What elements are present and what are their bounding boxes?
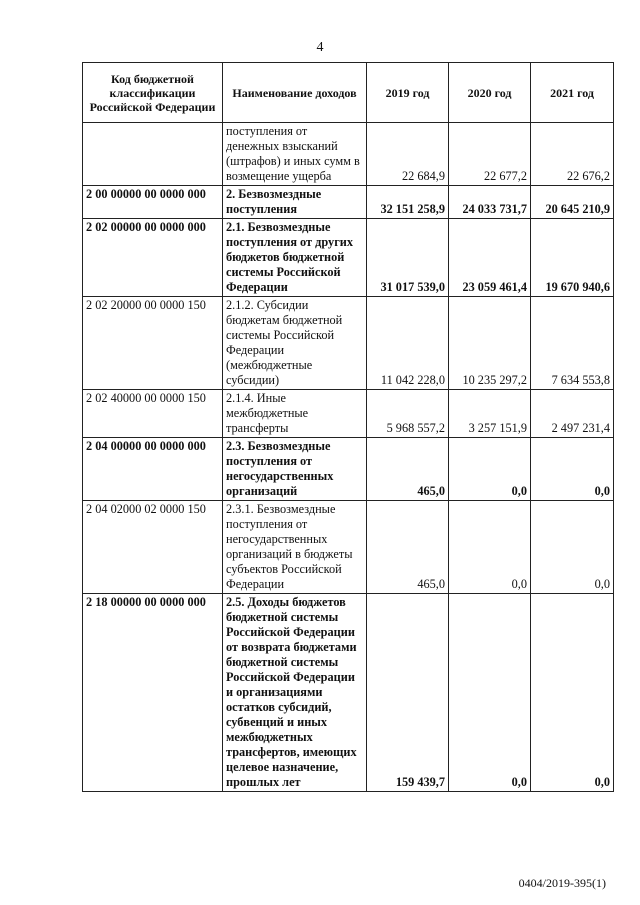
header-2021: 2021 год <box>531 63 614 123</box>
row-code <box>83 123 223 186</box>
row-name: 2.3.1. Безвозмездные поступления от негосударственных организаций в бюджеты субъектов Российской Федерации <box>223 501 367 594</box>
header-code: Код бюджетной классификации Российской Федерации <box>83 63 223 123</box>
table-row <box>83 186 614 219</box>
row-value-2020: 0,0 <box>449 501 531 594</box>
revenue-table <box>82 62 614 792</box>
row-name: 2.1.4. Иные межбюджетные трансферты <box>223 390 367 438</box>
row-value-2020: 3 257 151,9 <box>449 390 531 438</box>
table-body <box>83 123 614 792</box>
table-row <box>83 297 614 390</box>
row-code: 2 04 00000 00 0000 000 <box>83 438 223 501</box>
row-value-2019: 5 968 557,2 <box>367 390 449 438</box>
row-value-2019: 11 042 228,0 <box>367 297 449 390</box>
row-value-2020: 10 235 297,2 <box>449 297 531 390</box>
table-row <box>83 501 614 594</box>
table-row <box>83 390 614 438</box>
header-2020: 2020 год <box>449 63 531 123</box>
document-code: 0404/2019-395(1) <box>518 876 606 890</box>
row-name: 2.1. Безвозмездные поступления от других бюджетов бюджетной системы Российской Федерации <box>223 219 367 297</box>
row-value-2021: 19 670 940,6 <box>531 219 614 297</box>
row-value-2021: 7 634 553,8 <box>531 297 614 390</box>
header-2019: 2019 год <box>367 63 449 123</box>
row-value-2020: 23 059 461,4 <box>449 219 531 297</box>
row-code: 2 02 40000 00 0000 150 <box>83 390 223 438</box>
row-value-2019: 32 151 258,9 <box>367 186 449 219</box>
table-header-row <box>83 63 614 123</box>
row-value-2019: 465,0 <box>367 501 449 594</box>
row-code: 2 02 00000 00 0000 000 <box>83 219 223 297</box>
table-row <box>83 123 614 186</box>
row-code: 2 02 20000 00 0000 150 <box>83 297 223 390</box>
row-value-2021: 20 645 210,9 <box>531 186 614 219</box>
row-name: поступления от денежных взысканий (штрафов) и иных сумм в возмещение ущерба <box>223 123 367 186</box>
row-value-2020: 22 677,2 <box>449 123 531 186</box>
row-name: 2.1.2. Субсидии бюджетам бюджетной системы Российской Федерации (межбюджетные субсидии) <box>223 297 367 390</box>
row-code: 2 04 02000 02 0000 150 <box>83 501 223 594</box>
row-name: 2.3. Безвозмездные поступления от негосударственных организаций <box>223 438 367 501</box>
row-value-2020: 0,0 <box>449 594 531 792</box>
row-value-2020: 0,0 <box>449 438 531 501</box>
row-value-2021: 0,0 <box>531 501 614 594</box>
row-value-2021: 22 676,2 <box>531 123 614 186</box>
row-value-2019: 159 439,7 <box>367 594 449 792</box>
row-value-2021: 0,0 <box>531 438 614 501</box>
row-name: 2. Безвозмездные поступления <box>223 186 367 219</box>
row-value-2019: 31 017 539,0 <box>367 219 449 297</box>
row-value-2021: 2 497 231,4 <box>531 390 614 438</box>
header-name: Наименование доходов <box>223 63 367 123</box>
row-value-2019: 22 684,9 <box>367 123 449 186</box>
table-row <box>83 438 614 501</box>
row-value-2021: 0,0 <box>531 594 614 792</box>
row-code: 2 18 00000 00 0000 000 <box>83 594 223 792</box>
row-code: 2 00 00000 00 0000 000 <box>83 186 223 219</box>
row-value-2020: 24 033 731,7 <box>449 186 531 219</box>
row-value-2019: 465,0 <box>367 438 449 501</box>
table-row <box>83 219 614 297</box>
page-number: 4 <box>316 40 324 55</box>
row-name: 2.5. Доходы бюджетов бюджетной системы Российской Федерации от возврата бюджетами бюджетной системы Российской Федерации и организациями остатков субсидий, субвенций и иных межбюджетных трансфертов, имеющих целевое назначение, прошлых лет <box>223 594 367 792</box>
table-row <box>83 594 614 792</box>
